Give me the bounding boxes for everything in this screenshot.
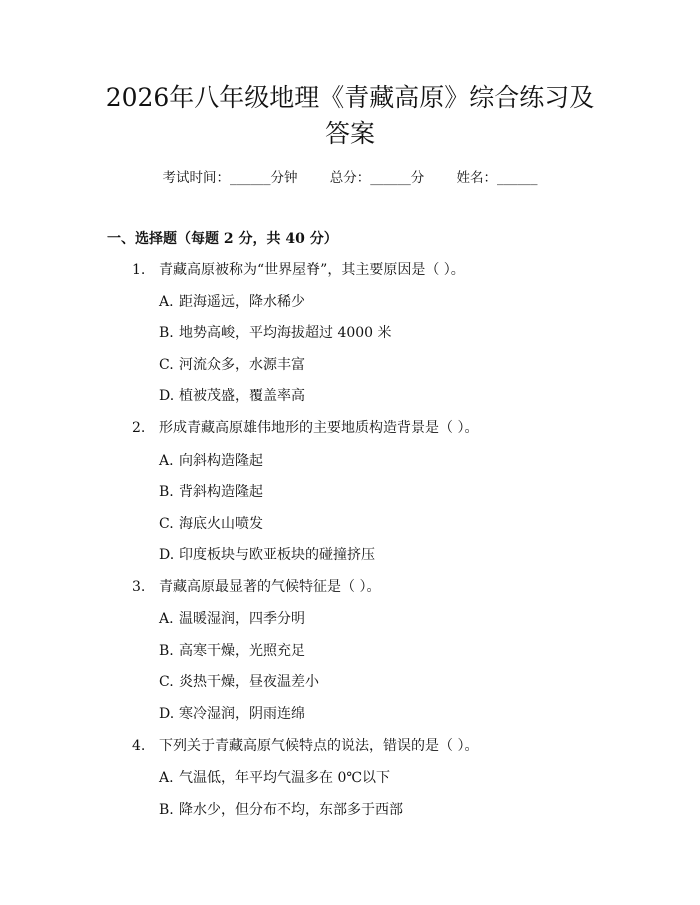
option-item — [159, 641, 305, 661]
option-letter: B. — [159, 325, 174, 341]
option-item — [159, 451, 263, 471]
question-stem: 青藏高原被称为“世界屋脊”，其主要原因是（ ）。 — [159, 262, 465, 278]
option-item — [159, 768, 390, 788]
option-text: 高寒干燥，光照充足 — [179, 643, 305, 659]
option-text: 背斜构造隆起 — [179, 484, 263, 500]
option-text: 海底火山喷发 — [179, 516, 263, 532]
option-letter: B. — [159, 643, 174, 659]
question-number: 2. — [132, 420, 146, 436]
option-item — [159, 482, 263, 502]
option-letter: C. — [159, 516, 174, 532]
question-stem: 形成青藏高原雄伟地形的主要地质构造背景是（ ）。 — [159, 420, 479, 436]
option-item — [159, 672, 319, 692]
option-letter: D. — [159, 706, 175, 722]
option-letter: B. — [159, 484, 174, 500]
option-text: 降水少，但分布不均，东部多于西部 — [179, 802, 403, 818]
title-line-1: 2026年八年级地理《青藏高原》综合练习及 — [105, 83, 595, 112]
exam-time-field: 考试时间：______分钟 — [162, 170, 298, 186]
question-number: 1. — [132, 262, 146, 278]
question-stem: 青藏高原最显著的气候特征是（ ）。 — [159, 579, 381, 595]
student-name-field: 姓名：______ — [456, 170, 538, 186]
option-text: 地势高峻，平均海拔超过 4000 米 — [179, 325, 392, 341]
option-letter: A. — [159, 453, 174, 469]
option-text: 炎热干燥，昼夜温差小 — [179, 674, 319, 690]
option-text: 距海遥远，降水稀少 — [179, 294, 305, 310]
option-item — [159, 386, 305, 406]
exam-meta — [0, 168, 700, 188]
option-text: 印度板块与欧亚板块的碰撞挤压 — [179, 547, 375, 563]
option-item — [159, 800, 403, 820]
option-text: 气温低，年平均气温多在 0℃以下 — [179, 770, 391, 786]
option-item — [159, 292, 305, 312]
option-letter: D. — [159, 547, 175, 563]
option-letter: D. — [159, 388, 175, 404]
option-item — [159, 323, 392, 343]
page-title — [60, 80, 640, 152]
option-item — [159, 355, 305, 375]
question-stem: 下列关于青藏高原气候特点的说法，错误的是（ ）。 — [159, 738, 479, 754]
option-letter: C. — [159, 357, 174, 373]
title-line-2: 答案 — [324, 119, 375, 148]
option-text: 向斜构造隆起 — [179, 453, 263, 469]
total-score-field: 总分：______分 — [329, 170, 425, 186]
option-letter: A. — [159, 294, 174, 310]
option-text: 植被茂盛，覆盖率高 — [179, 388, 305, 404]
option-text: 河流众多，水源丰富 — [179, 357, 305, 373]
question-number: 3. — [132, 579, 146, 595]
option-letter: A. — [159, 770, 174, 786]
option-letter: C. — [159, 674, 174, 690]
option-item — [159, 609, 305, 629]
option-item — [159, 545, 375, 565]
option-letter: A. — [159, 611, 174, 627]
question-number: 4. — [132, 738, 146, 754]
option-text: 寒冷湿润，阴雨连绵 — [179, 706, 305, 722]
option-letter: B. — [159, 802, 174, 818]
section-title: 一、选择题（每题 2 分，共 40 分） — [107, 231, 338, 247]
option-text: 温暖湿润，四季分明 — [179, 611, 305, 627]
option-item — [159, 704, 305, 724]
option-item — [159, 514, 263, 534]
